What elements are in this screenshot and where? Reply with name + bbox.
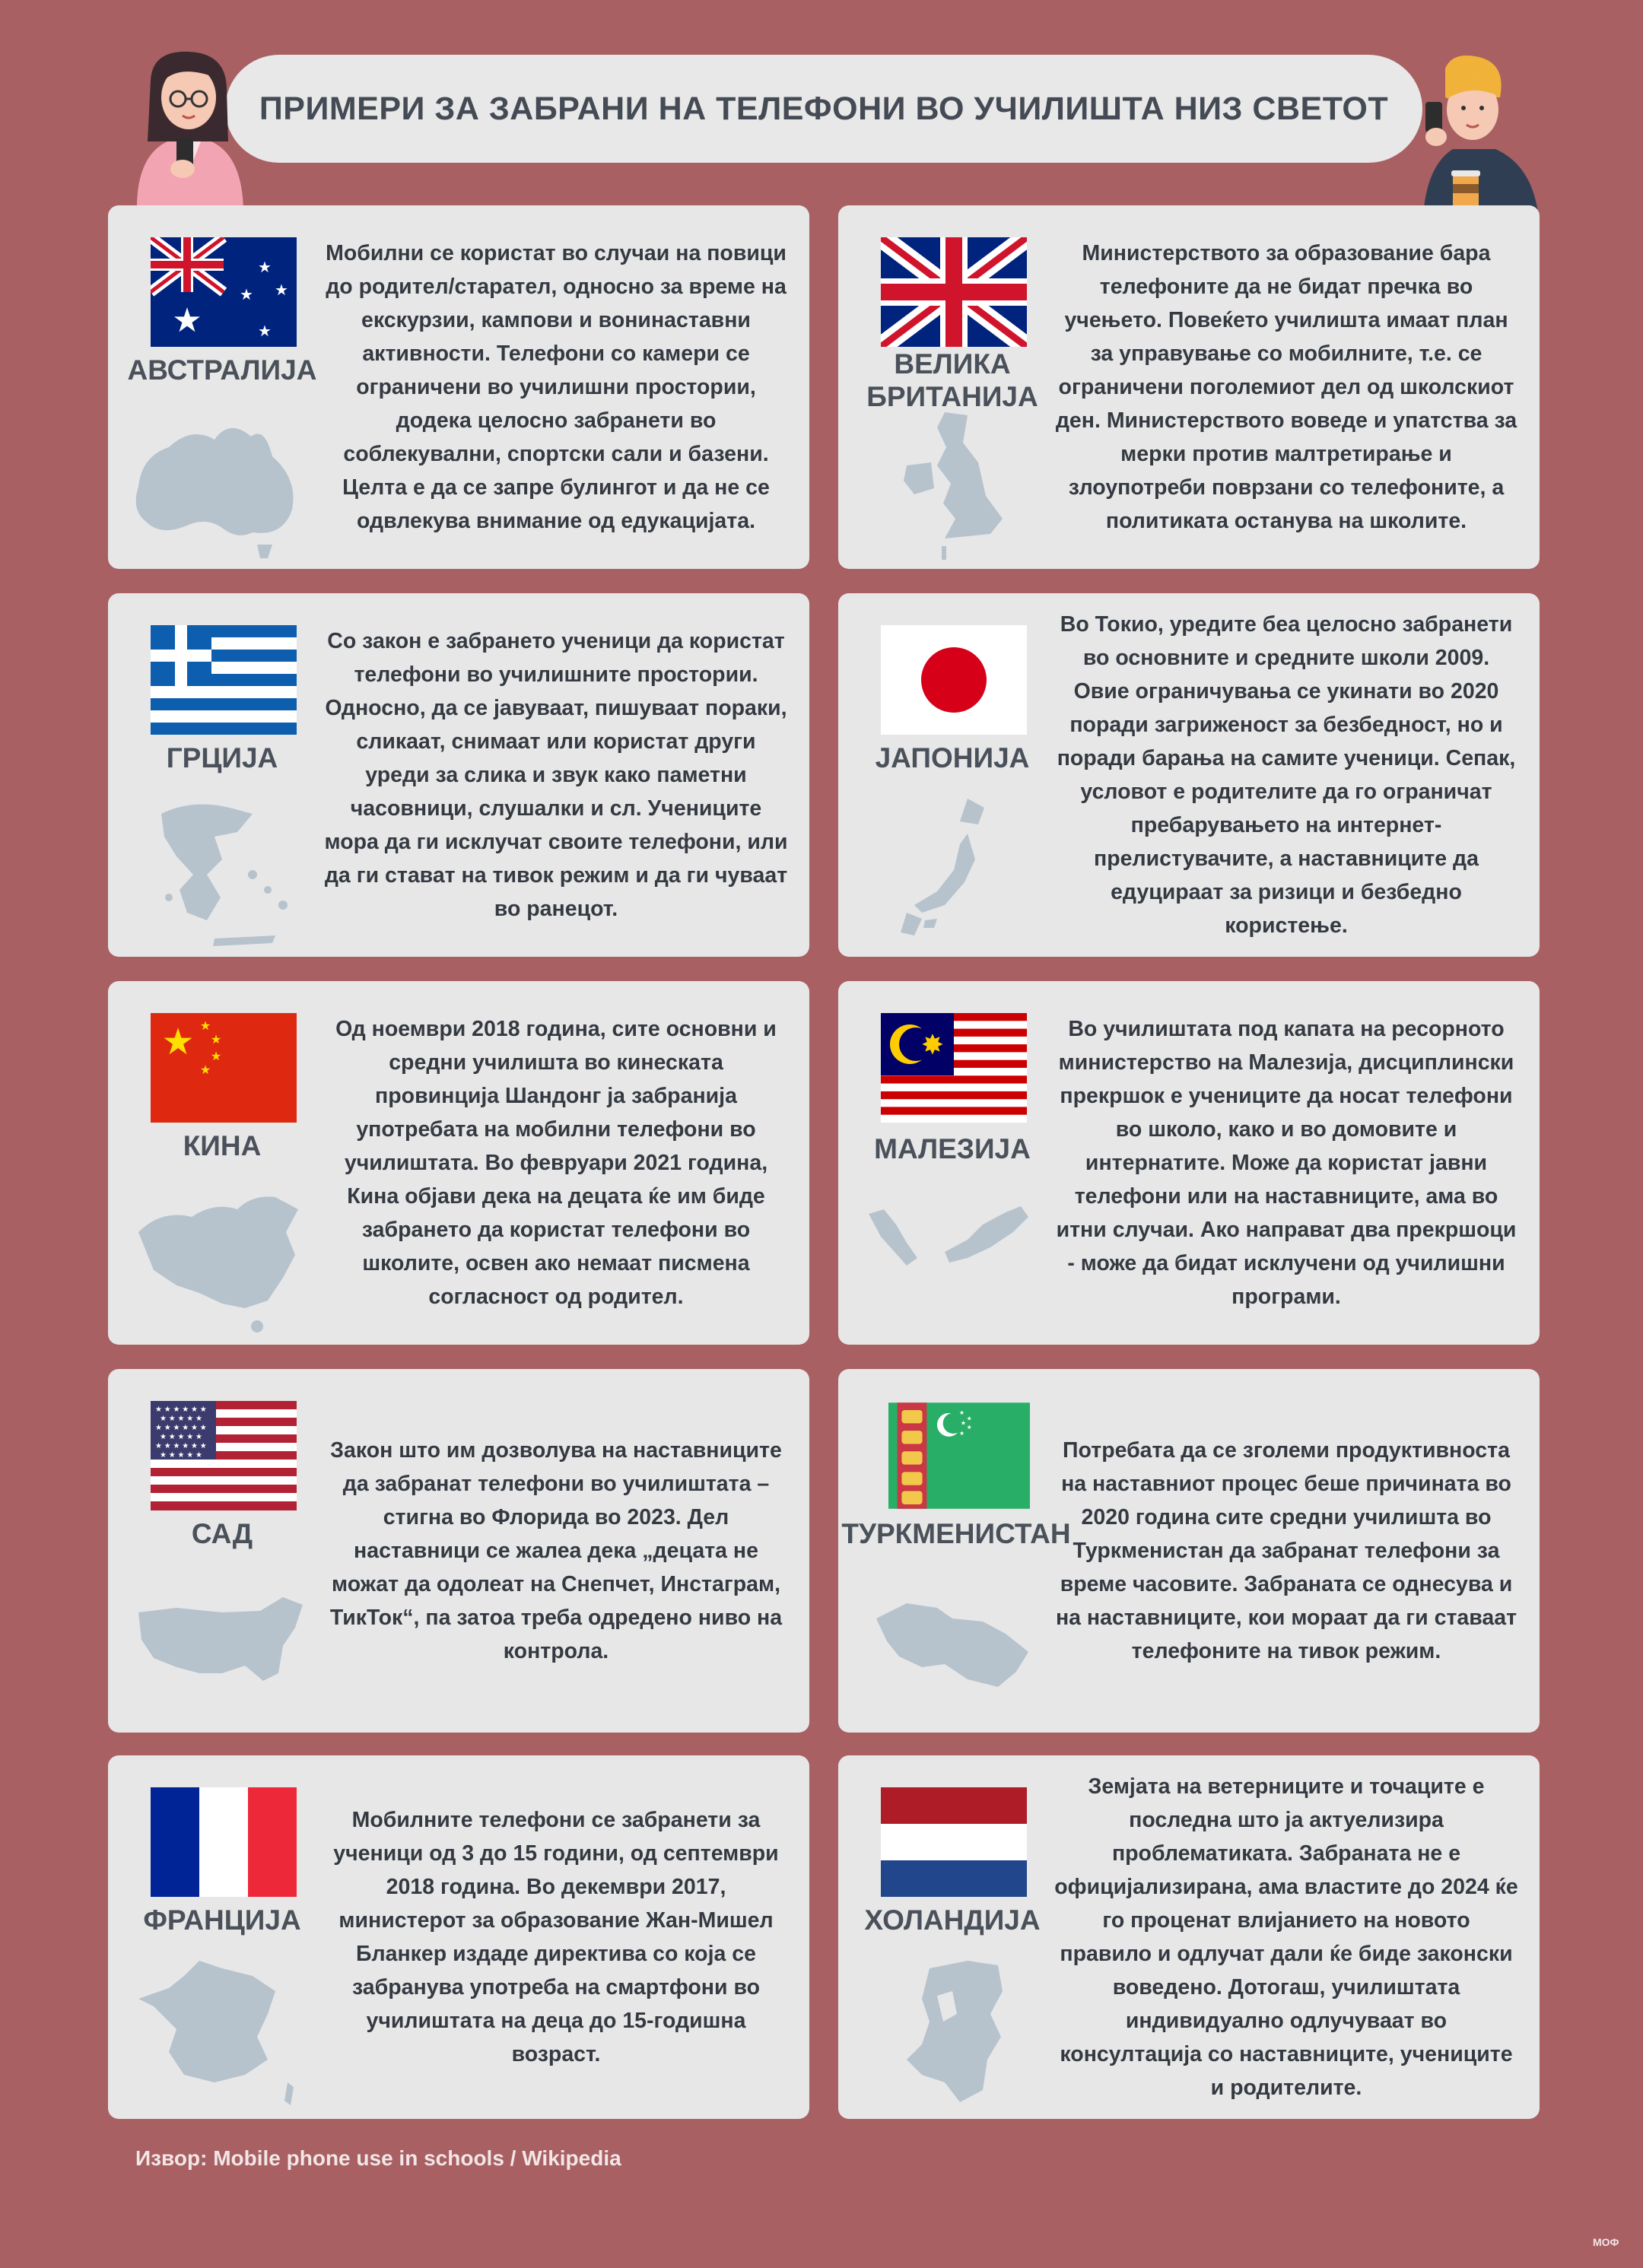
svg-text:★: ★ [172, 302, 202, 339]
card-australia [108, 205, 809, 569]
card-text: Закон што им дозволува на наставниците да забранат телефони во училиштата – стигна во Флорида во 2023. Дел наставници се жалеа дека „децата не можат да одолеат на Снепчет, Инстаграм, ТикТок“, па затоа треба одредено ниво на контрола. [329, 1437, 783, 1664]
country-name: КИНА [183, 1130, 262, 1161]
usa-flag-icon [151, 1401, 297, 1510]
card-text: Мобилни се користат во случаи на повици до родител/старател, односно за време на екскурзии, кампови и вонинаставни активности. Телефони со камери се ограничени во училишни простории, додека целосно забранети во соблекувални, спортски сали и базени. Целта е да се запре булингот и да не се одвлекува внимание од едукацијата. [326, 240, 787, 534]
country-name: САД [191, 1518, 253, 1549]
card-text: Со закон е забрането ученици да користат телефони во училишните простории. Односно, да се јавуваат, пишуваат пораки, сликаат, снимаат или користат други уреди за слика и звук како паметни часовници, слушалки и сл. Учениците мора да ги исклучат своите телефони, или да ги стават на тивок режим и да ги чуваат во ранецот. [324, 628, 788, 922]
svg-text:★: ★ [275, 282, 288, 299]
card-japan [838, 593, 1540, 957]
usa-map-icon [123, 1567, 321, 1726]
country-name: ТУРКМЕНИСТАН [841, 1518, 1071, 1549]
svg-text:★ ★ ★ ★ ★: ★ ★ ★ ★ ★ [160, 1451, 202, 1460]
svg-text:★: ★ [210, 1034, 222, 1047]
svg-text:★: ★ [240, 287, 253, 303]
uk-map-icon [853, 405, 1051, 564]
country-name: ЈАПОНИЈА [875, 742, 1030, 773]
card-text: Земјата на ветерниците и точаците е последна што ја актуелизира проблематиката. Забраната не е официјализирана, ама властите до 2024 ќе го проценат влијанието на новото правило и одлучат дали ќе биде законски воведено. Дотогаш, училиштата индивидуално одлучуваат во консултација со наставниците, учениците и родителите. [1054, 1774, 1518, 2101]
svg-text:★ ★ ★ ★ ★ ★: ★ ★ ★ ★ ★ ★ [155, 1406, 207, 1414]
france-map-icon [123, 1953, 321, 2113]
svg-text:★: ★ [258, 259, 272, 276]
svg-text:★: ★ [199, 1064, 211, 1077]
country-name: ВЕЛИКА БРИТАНИЈА [866, 348, 1038, 412]
japan-map-icon [853, 791, 1051, 951]
svg-text:★: ★ [966, 1415, 972, 1422]
svg-text:★: ★ [210, 1050, 222, 1063]
page-title: ПРИМЕРИ ЗА ЗАБРАНИ НА ТЕЛЕФОНИ ВО УЧИЛИШТА НИЗ СВЕТОТ [259, 90, 1389, 127]
country-name: ФРАНЦИЈА [143, 1904, 301, 1936]
card-usa [108, 1369, 809, 1733]
turkmenistan-flag-icon [888, 1401, 1030, 1510]
country-name: ХОЛАНДИЈА [864, 1904, 1041, 1936]
turkmenistan-map-icon [853, 1573, 1051, 1733]
card-turkmenistan [838, 1369, 1540, 1733]
australia-map-icon [123, 403, 321, 563]
card-text: Од ноември 2018 година, сите основни и средни училишта во кинеската провинција Шандонг ја забранија употребата на мобилни телефони во училиштата. Во февруари 2021 година, Кина објави дека на децата ќе им биде забрането да користат телефони во школите, освен ако немаат писмена согласност од родител. [335, 1016, 777, 1310]
china-map-icon [123, 1179, 321, 1339]
card-malaysia [838, 981, 1540, 1345]
france-flag-icon [151, 1787, 297, 1897]
china-flag-icon [151, 1013, 297, 1123]
greece-flag-icon [151, 625, 297, 735]
card-text: Во училиштата под капата на ресорното министерство на Малезија, дисциплински прекршок е учениците да носат телефони во школо, како и во домовите и интернатите. Може да користат јавни телефони или на наставниците, ама во итни случаи. Ако направат два прекршоци - може да бидат исклучени од училишни програми. [1056, 1016, 1517, 1310]
card-france [108, 1755, 809, 2119]
source-credit: Извор: Mobile phone use in schools / Wikipedia [135, 2146, 621, 2170]
netherlands-map-icon [853, 1953, 1051, 2113]
svg-text:★ ★ ★ ★ ★ ★: ★ ★ ★ ★ ★ ★ [155, 1424, 207, 1432]
svg-text:★ ★ ★ ★ ★: ★ ★ ★ ★ ★ [160, 1415, 202, 1423]
card-greece [108, 593, 809, 957]
netherlands-flag-icon [881, 1787, 1027, 1897]
svg-text:★: ★ [161, 1022, 195, 1063]
title-banner [225, 55, 1422, 163]
card-text: Министерството за образование бара телефоните да не бидат пречка во учењето. Повеќето училишта имаат план за управување со мобилните, т.е. се ограничени поголемиот дел од школскиот ден. Министерството воведе и упатства за мерки против малтретирање и злоупотреби поврзани со телефоните, а политиката останува на школите. [1055, 240, 1517, 534]
woman-with-phone-illustration [122, 50, 259, 214]
card-text: Во Токио, уредите беа целосно забранети во основните и средните школи 2009. Овие ограничувања се укинати во 2020 поради загриженост за безбедност, но и поради барања на самите ученици. Сепак, условот е родителите да го ограничат пребарувањето на интернет-прелистувачите, а наставниците да едуцираат за ризици и безбедно користење. [1057, 611, 1516, 939]
japan-flag-icon [881, 625, 1027, 735]
svg-text:★ ★ ★ ★ ★ ★: ★ ★ ★ ★ ★ ★ [155, 1442, 207, 1450]
svg-text:✸: ✸ [920, 1029, 945, 1060]
card-united-kingdom [838, 205, 1540, 569]
card-netherlands [838, 1755, 1540, 2119]
svg-text:★: ★ [959, 1429, 965, 1437]
uk-flag-icon [881, 237, 1027, 347]
country-name: МАЛЕЗИЈА [874, 1133, 1031, 1164]
card-text: Потребата да се зголеми продуктивноста на наставниот процес беше причината во 2020 година сите средни училишта во Туркменистан да забранат телефони за време часовите. Забраната се однесува и на наставниците, кои мораат да ги ставаат телефоните на тивок режим. [1055, 1437, 1517, 1664]
svg-text:★ ★ ★ ★ ★: ★ ★ ★ ★ ★ [160, 1433, 202, 1441]
greece-map-icon [123, 791, 321, 951]
malaysia-flag-icon [881, 1013, 1027, 1123]
svg-text:★: ★ [959, 1409, 965, 1416]
country-name: АВСТРАЛИЈА [127, 354, 317, 386]
publisher-logo: МОФ [1593, 2236, 1619, 2248]
country-name: ГРЦИЈА [166, 742, 278, 773]
svg-text:★: ★ [960, 1419, 966, 1427]
card-china [108, 981, 809, 1345]
svg-text:★: ★ [199, 1020, 211, 1033]
svg-text:★: ★ [966, 1424, 972, 1431]
malaysia-map-icon [853, 1179, 1051, 1339]
australia-flag-icon [151, 237, 297, 347]
svg-text:★: ★ [258, 323, 272, 340]
man-with-phone-and-coffee-illustration [1392, 53, 1544, 228]
card-text: Мобилните телефони се забранети за ученици од 3 до 15 години, од септември 2018 година. Во декември 2017, министерот за образование Жан-Мишел Бланкер издаде директива со која се забранува употреба на смартфони во училиштата на деца до 15-годишна возраст. [333, 1807, 779, 2067]
